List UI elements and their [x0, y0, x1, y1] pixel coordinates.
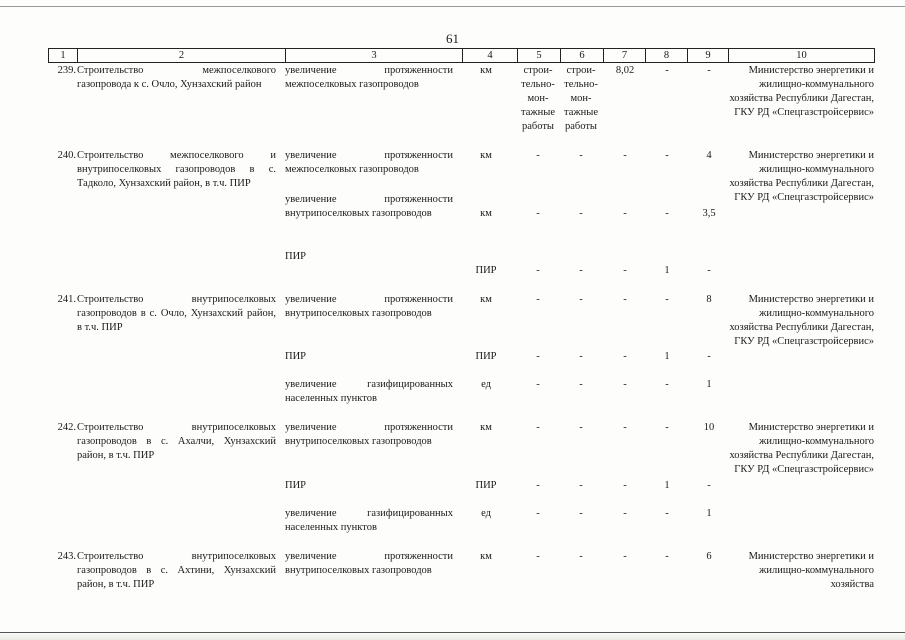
row-number: 243. [57, 551, 76, 562]
value-col-5: - [536, 508, 540, 519]
value-col-8: 1 [664, 265, 670, 276]
row-number: 241. [57, 294, 76, 305]
value-col-6: - [579, 480, 583, 491]
value-col-7: - [623, 265, 627, 276]
value-col-6: - [579, 551, 583, 562]
value-col-7: - [623, 379, 627, 390]
value-col-7: - [623, 551, 627, 562]
unit: км [480, 65, 492, 76]
value-col-8: - [665, 208, 669, 219]
table-header [48, 48, 875, 63]
value-col-9: 1 [706, 508, 712, 519]
value-col-9: 1 [706, 379, 712, 390]
value-col-9: 4 [706, 150, 712, 161]
value-col-7: - [623, 294, 627, 305]
value-col-5: - [536, 351, 540, 362]
indicator: ПИР [285, 480, 307, 491]
value-col-9: 6 [706, 551, 712, 562]
header-col-5: 5 [517, 49, 560, 62]
project-name: Строительство межпоселкового и внутрипоселковых газопроводов в с. Тадколо, Хунзахский район, в т.ч. ПИР [77, 150, 276, 189]
value-col-8: 1 [664, 351, 670, 362]
value-col-5: строи-тельно-мон-тажные работы [521, 65, 555, 132]
value-col-9: - [707, 65, 711, 76]
indicator: увеличение протяженности межпоселковых газопроводов [285, 150, 453, 175]
value-col-6: - [579, 294, 583, 305]
header-col-9: 9 [687, 49, 728, 62]
value-col-5: - [536, 422, 540, 433]
header-col-3: 3 [285, 49, 462, 62]
value-col-7: - [623, 150, 627, 161]
row-number: 242. [57, 422, 76, 433]
value-col-6: - [579, 351, 583, 362]
value-col-8: - [665, 379, 669, 390]
executor: Министерство энергетики и жилищно-коммунального хозяйства [748, 551, 874, 590]
value-col-6: - [579, 265, 583, 276]
value-col-8: - [665, 422, 669, 433]
value-col-6: - [579, 422, 583, 433]
value-col-5: - [536, 208, 540, 219]
executor: Министерство энергетики и жилищно-коммунального хозяйства Республики Дагестан, ГКУ РД «Спецгазстройсервис» [729, 65, 874, 118]
unit: ПИР [475, 480, 497, 491]
executor: Министерство энергетики и жилищно-коммунального хозяйства Республики Дагестан, ГКУ РД «Спецгазстройсервис» [729, 294, 874, 347]
project-name: Строительство межпоселкового газопровода к с. Очло, Хунзахский район [77, 65, 276, 90]
unit: ед [481, 379, 491, 390]
value-col-5: - [536, 551, 540, 562]
value-col-5: - [536, 265, 540, 276]
unit: км [480, 551, 492, 562]
value-col-7: - [623, 208, 627, 219]
page-number: 61 [446, 31, 459, 46]
row-number: 239. [57, 65, 76, 76]
value-col-6: - [579, 150, 583, 161]
value-col-5: - [536, 480, 540, 491]
value-col-9: - [707, 480, 711, 491]
header-col-6: 6 [560, 49, 603, 62]
unit: ед [481, 508, 491, 519]
indicator: ПИР [285, 351, 307, 362]
value-col-5: - [536, 379, 540, 390]
value-col-7: - [623, 508, 627, 519]
unit: ПИР [475, 351, 497, 362]
header-col-8: 8 [645, 49, 687, 62]
project-name: Строительство внутрипоселковых газопроводов в с. Очло, Хунзахский район, в т.ч. ПИР [77, 294, 276, 333]
unit: км [480, 422, 492, 433]
indicator: увеличение газифицированных населенных пунктов [285, 379, 453, 404]
value-col-8: - [665, 150, 669, 161]
scan-top-edge [0, 6, 905, 7]
header-col-4: 4 [462, 49, 517, 62]
value-col-9: - [707, 351, 711, 362]
scan-bottom-line [0, 632, 905, 633]
executor: Министерство энергетики и жилищно-коммунального хозяйства Республики Дагестан, ГКУ РД «Спецгазстройсервис» [729, 422, 874, 475]
value-col-8: - [665, 65, 669, 76]
value-col-7: - [623, 480, 627, 491]
unit: ПИР [475, 265, 497, 276]
indicator: увеличение протяженности межпоселковых газопроводов [285, 65, 453, 90]
indicator: ПИР [285, 251, 307, 262]
value-col-6: - [579, 208, 583, 219]
header-col-7: 7 [603, 49, 645, 62]
value-col-5: - [536, 150, 540, 161]
executor: Министерство энергетики и жилищно-коммунального хозяйства Республики Дагестан, ГКУ РД «Спецгазстройсервис» [729, 150, 874, 203]
value-col-9: 10 [703, 422, 715, 433]
value-col-9: - [707, 265, 711, 276]
value-col-6: строи-тельно-мон-тажные работы [564, 65, 598, 132]
row-number: 240. [57, 150, 76, 161]
value-col-8: 1 [664, 480, 670, 491]
unit: км [480, 294, 492, 305]
indicator: увеличение газифицированных населенных пунктов [285, 508, 453, 533]
header-col-1: 1 [48, 49, 77, 62]
value-col-8: - [665, 294, 669, 305]
unit: км [480, 208, 492, 219]
value-col-5: - [536, 294, 540, 305]
indicator: увеличение протяженности внутрипоселковых газопроводов [285, 422, 453, 447]
value-col-9: 3,5 [702, 208, 716, 219]
value-col-6: - [579, 379, 583, 390]
value-col-6: - [579, 508, 583, 519]
indicator: увеличение протяженности внутрипоселковых газопроводов [285, 551, 453, 576]
scan-bottom-edge [0, 632, 905, 640]
value-col-8: - [665, 508, 669, 519]
value-col-8: - [665, 551, 669, 562]
indicator: увеличение протяженности внутрипоселковых газопроводов [285, 194, 453, 219]
header-col-2: 2 [77, 49, 285, 62]
indicator: увеличение протяженности внутрипоселковых газопроводов [285, 294, 453, 319]
header-col-10: 10 [728, 49, 875, 62]
project-name: Строительство внутрипоселковых газопроводов в с. Ахалчи, Хунзахский район, в т.ч. ПИР [77, 422, 276, 461]
value-col-9: 8 [706, 294, 712, 305]
value-col-7: - [623, 351, 627, 362]
value-col-7: 8,02 [615, 65, 635, 76]
unit: км [480, 150, 492, 161]
project-name: Строительство внутрипоселковых газопроводов в с. Ахтини, Хунзахский район, в т.ч. ПИР [77, 551, 276, 590]
value-col-7: - [623, 422, 627, 433]
